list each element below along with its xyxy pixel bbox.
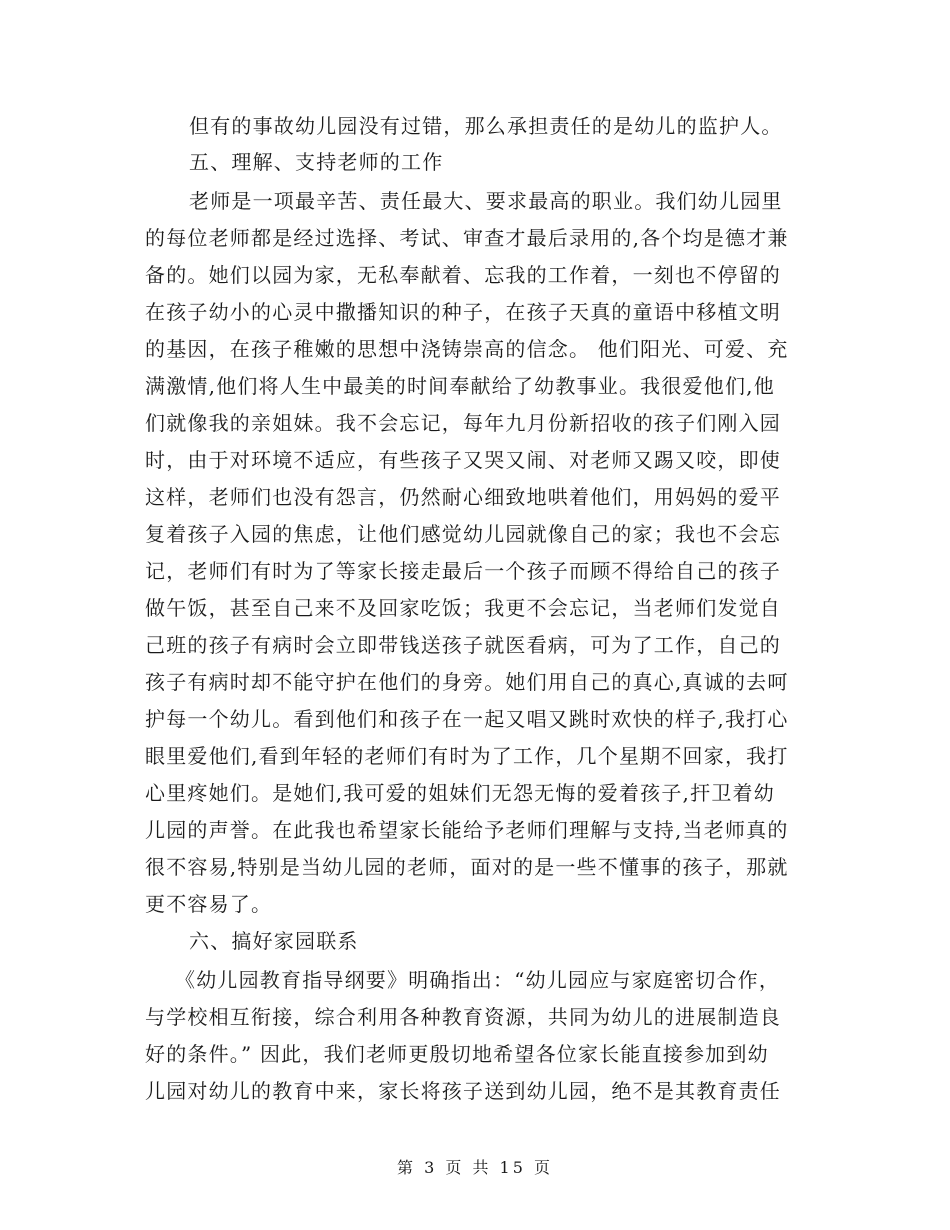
section-heading: 六、搞好家园联系 bbox=[189, 929, 359, 953]
text-line: 在孩子幼小的心灵中撒播知识的种子，在孩子天真的童语中移植文明 bbox=[145, 300, 781, 324]
text-line: 很不容易,特别是当幼儿园的老师，面对的是一些不懂事的孩子，那就 bbox=[145, 855, 789, 879]
text-line: 更不容易了。 bbox=[145, 892, 273, 916]
text-line: 的每位老师都是经过选择、考试、审查才最后录用的,各个均是德才兼 bbox=[145, 226, 789, 250]
text-line: 儿园对幼儿的教育中来，家长将孩子送到幼儿园，绝不是其教育责任 bbox=[145, 1079, 781, 1103]
page-number-footer: 第 3 页 共 15 页 bbox=[397, 1158, 553, 1177]
text-line: 己班的孩子有病时会立即带钱送孩子就医看病，可为了工作，自己的 bbox=[145, 633, 781, 657]
text-line: 与学校相互衔接，综合利用各种教育资源，共同为幼儿的进展制造良 bbox=[145, 1005, 781, 1029]
text-line: 眼里爱他们,看到年轻的老师们有时为了工作，几个星期不回家，我打 bbox=[145, 744, 789, 768]
text-line: 满激情,他们将人生中最美的时间奉献给了幼教事业。我很爱他们,他 bbox=[145, 374, 775, 398]
text-line: 儿园的声誉。在此我也希望家长能给予老师们理解与支持,当老师真的 bbox=[145, 818, 789, 842]
text-line: 老师是一项最辛苦、责任最大、要求最高的职业。我们幼儿园里 bbox=[189, 189, 783, 213]
text-line: 记，老师们有时为了等家长接走最后一个孩子而顾不得给自己的孩子 bbox=[145, 559, 781, 583]
text-line: 复着孩子入园的焦虑，让他们感觉幼儿园就像自己的家；我也不会忘 bbox=[145, 522, 781, 546]
text-line: 们就像我的亲姐妹。我不会忘记，每年九月份新招收的孩子们刚入园 bbox=[145, 411, 781, 435]
text-line: 时，由于对环境不适应，有些孩子又哭又闹、对老师又踢又咬，即使 bbox=[145, 448, 781, 472]
text-line: 孩子有病时却不能守护在他们的身旁。她们用自己的真心,真诚的去呵 bbox=[145, 670, 789, 694]
text-line: 好的条件。” 因此，我们老师更殷切地希望各位家长能直接参加到幼 bbox=[145, 1042, 769, 1066]
text-line: 护每一个幼儿。看到他们和孩子在一起又唱又跳时欢快的样子,我打心 bbox=[145, 707, 789, 731]
text-line: 但有的事故幼儿园没有过错，那么承担责任的是幼儿的监护人。 bbox=[189, 114, 783, 138]
text-line: 做午饭，甚至自己来不及回家吃饭；我更不会忘记，当老师们发觉自 bbox=[145, 596, 781, 620]
text-line: 《幼儿园教育指导纲要》明确指出：“幼儿园应与家庭密切合作， bbox=[175, 968, 781, 992]
text-line: 的基因，在孩子稚嫩的思想中浇铸崇高的信念。 他们阳光、可爱、充 bbox=[145, 337, 789, 361]
section-heading: 五、理解、支持老师的工作 bbox=[189, 150, 444, 174]
text-line: 备的。她们以园为家，无私奉献着、忘我的工作着，一刻也不停留的 bbox=[145, 263, 781, 287]
text-line: 这样，老师们也没有怨言，仍然耐心细致地哄着他们，用妈妈的爱平 bbox=[145, 485, 781, 509]
text-line: 心里疼她们。是她们,我可爱的姐妹们无怨无悔的爱着孩子,扞卫着幼 bbox=[145, 781, 775, 805]
